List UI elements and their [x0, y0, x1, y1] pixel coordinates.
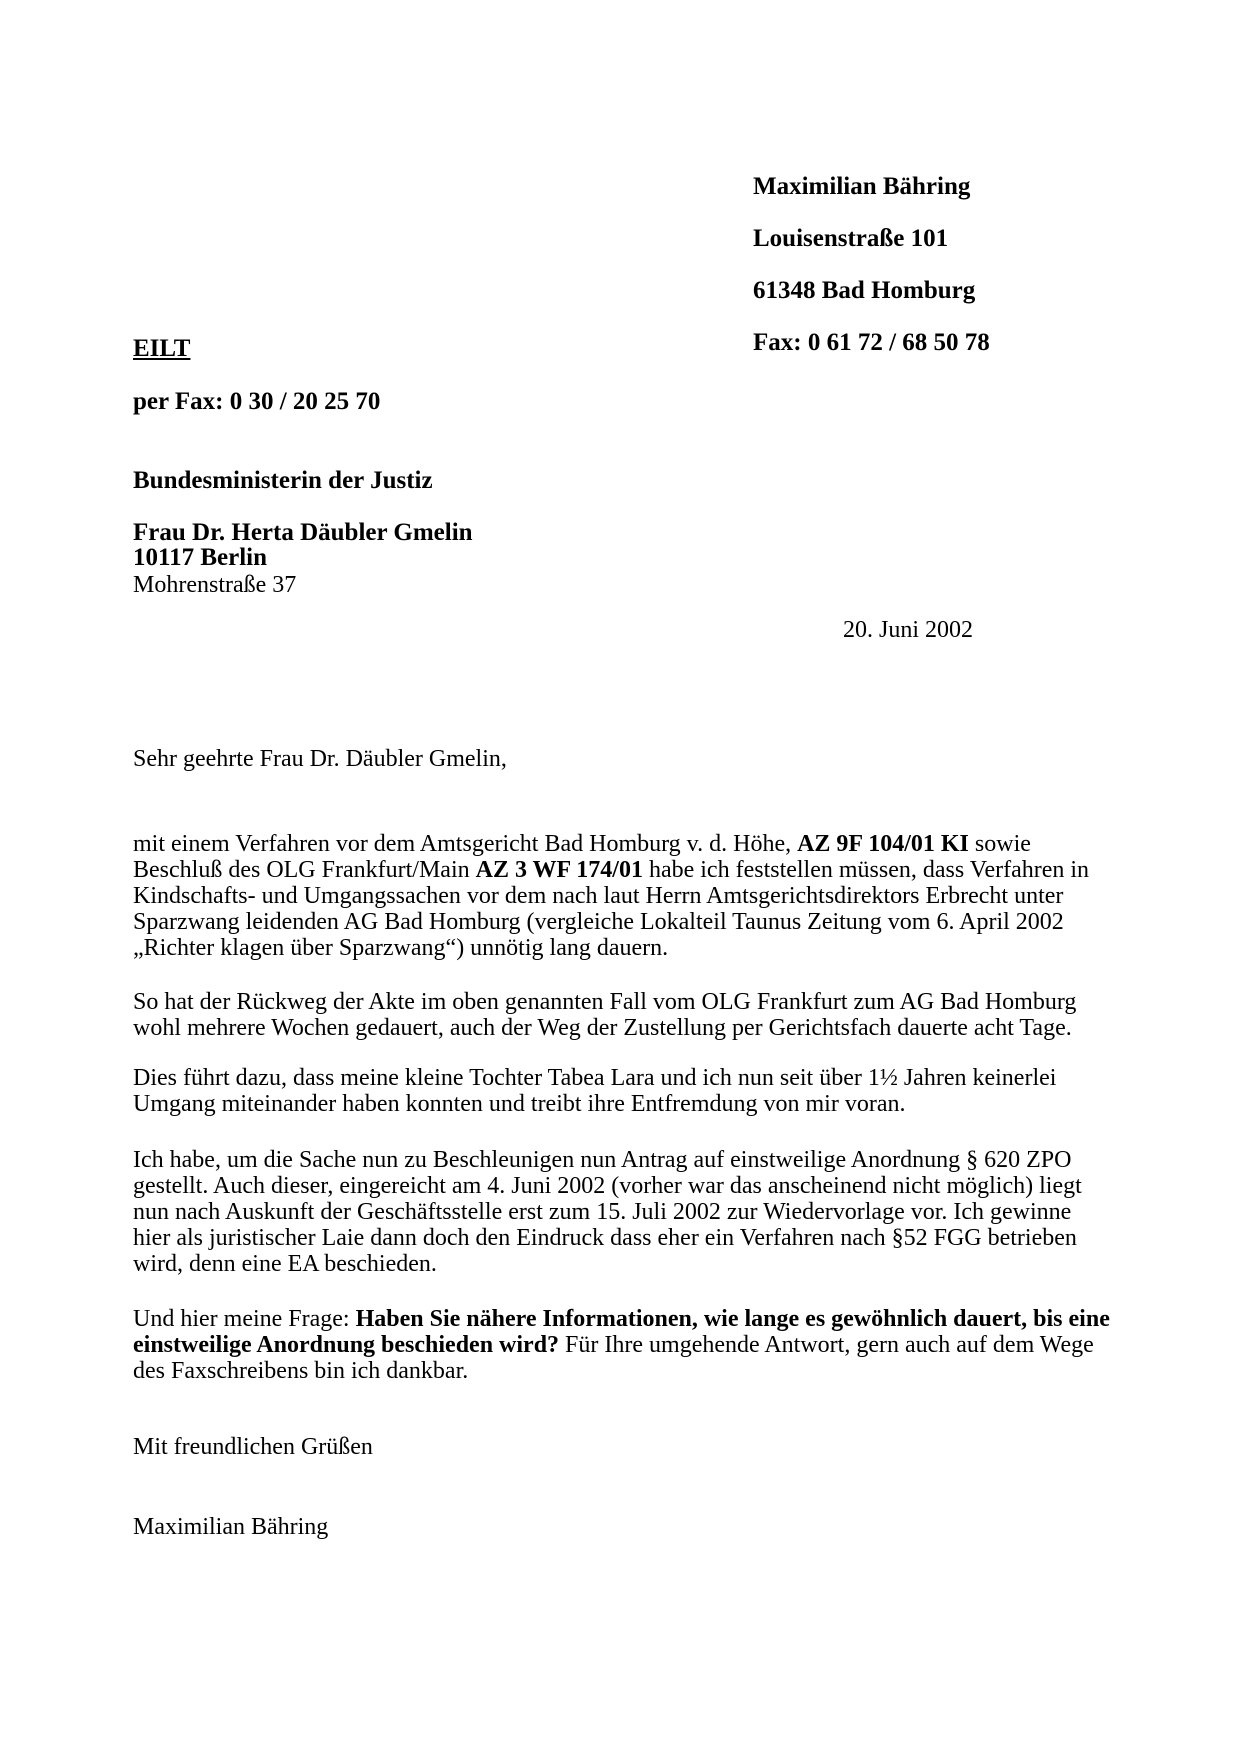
paragraph-1-text: sowie Beschluß des OLG Frankfurt/Main — [133, 831, 1031, 883]
recipient-city: 10117 Berlin — [133, 544, 268, 571]
paragraph-1-text: habe ich feststellen müssen, dass Verfahren in Kindschafts- und Umgangssachen vor dem nach laut Herrn Amtsgerichtsdirektors Erbrecht unter Sparzwang leidenden AG Bad Homburg (vergleiche Lokalteil Taunus Zeitung vom 6. April 2002 „Richter klagen über Sparzwang“) unnötig lang dauern. — [133, 857, 1090, 961]
signature-name: Maximilian Bähring — [133, 1514, 329, 1540]
paragraph-5-text: Für Ihre umgehende Antwort, gern auch auf dem Wege des Faxschreibens bin ich dankbar. — [133, 1332, 1094, 1384]
sender-fax: Fax: 0 61 72 / 68 50 78 — [753, 329, 990, 356]
case-number-2: AZ 3 WF 174/01 — [475, 857, 643, 883]
paragraph-1 — [133, 831, 1111, 961]
paragraph-5-text: Und hier meine Frage: — [133, 1306, 356, 1332]
recipient-title: Bundesministerin der Justiz — [133, 467, 433, 494]
fax-line: per Fax: 0 30 / 20 25 70 — [133, 388, 381, 415]
paragraph-1-text: mit einem Verfahren vor dem Amtsgericht Bad Homburg v. d. Höhe, — [133, 831, 798, 857]
letter-date: 20. Juni 2002 — [843, 617, 974, 643]
recipient-name: Frau Dr. Herta Däubler Gmelin — [133, 519, 473, 546]
sender-name: Maximilian Bähring — [753, 173, 971, 200]
paragraph-2: So hat der Rückweg der Akte im oben genannten Fall vom OLG Frankfurt zum AG Bad Homburg wohl mehrere Wochen gedauert, auch der Weg der Zustellung per Gerichtsfach dauerte acht Tage. — [133, 989, 1077, 1041]
paragraph-3: Dies führt dazu, dass meine kleine Tochter Tabea Lara und ich nun seit über 1½ Jahren keinerlei Umgang miteinander haben konnten und treibt ihre Entfremdung von mir voran. — [133, 1065, 1057, 1117]
sender-city: 61348 Bad Homburg — [753, 277, 976, 304]
paragraph-5 — [133, 1306, 1111, 1384]
salutation: Sehr geehrte Frau Dr. Däubler Gmelin, — [133, 746, 507, 772]
case-number-1: AZ 9F 104/01 KI — [797, 831, 969, 857]
paragraph-4: Ich habe, um die Sache nun zu Beschleunigen nun Antrag auf einstweilige Anordnung § 620 ZPO gestellt. Auch dieser, eingereicht am 4. Juni 2002 (vorher war das anscheinend nicht möglich) liegt nun nach Auskunft der Geschäftsstelle erst zum 15. Juli 2002 zur Wiedervorlage vor. Ich gewinne hier als juristischer Laie dann doch den Eindruck dass eher ein Verfahren nach §52 FGG betrieben wird, denn eine EA beschieden. — [133, 1147, 1082, 1277]
urgency-label: EILT — [133, 335, 191, 362]
sender-address-block — [753, 148, 990, 382]
question-bold-text: Haben Sie nähere Informationen, wie lange es gewöhnlich dauert, bis eine einstweilige Anordnung beschieden wird? — [133, 1306, 1110, 1358]
recipient-street: Mohrenstraße 37 — [133, 572, 297, 598]
closing: Mit freundlichen Grüßen — [133, 1434, 373, 1460]
sender-street: Louisenstraße 101 — [753, 225, 949, 252]
recipient-address-block — [133, 442, 473, 624]
